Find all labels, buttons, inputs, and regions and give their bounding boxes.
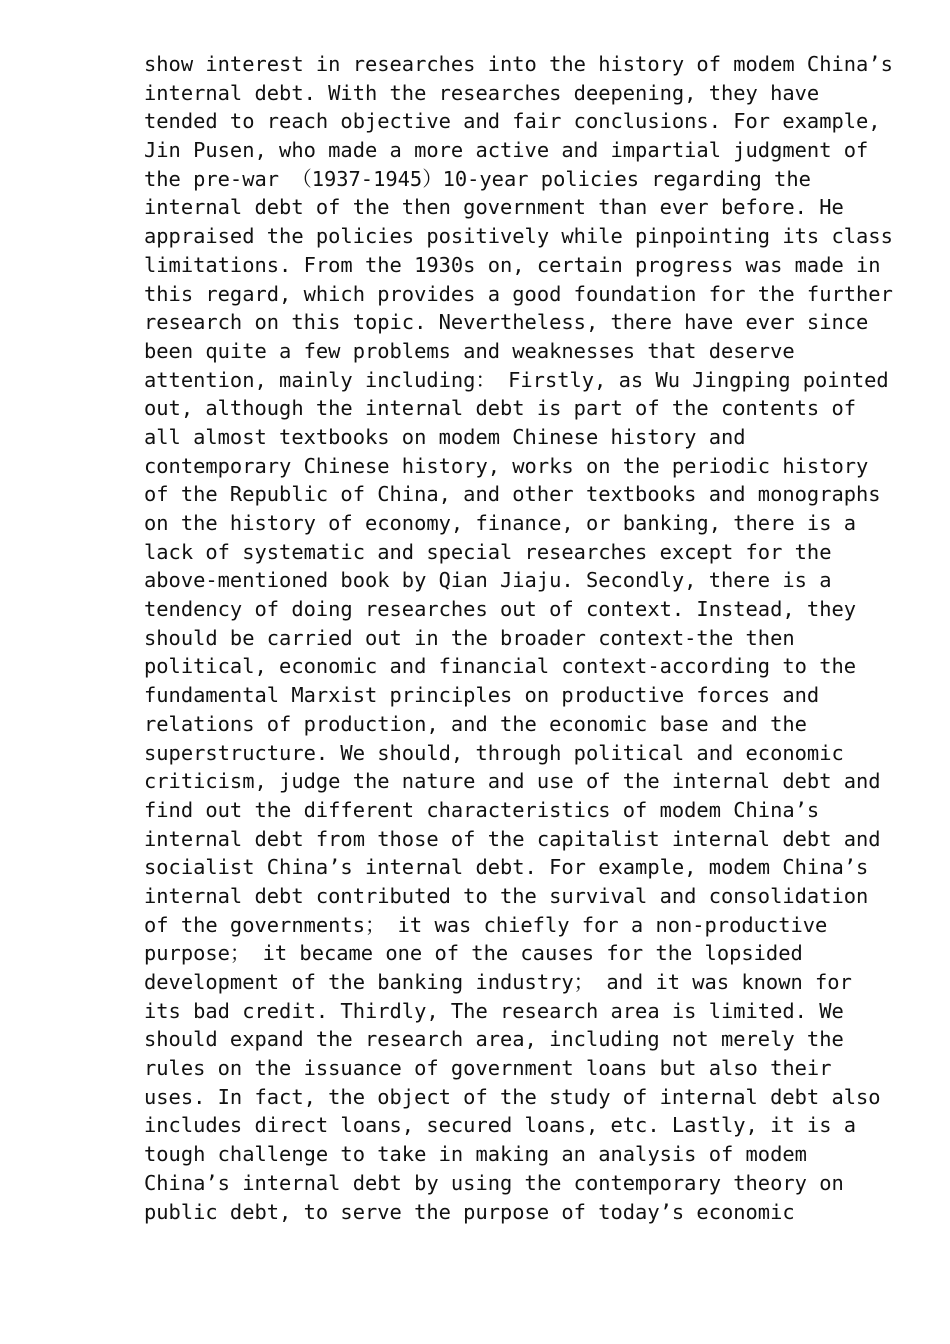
text-line: this regard, which provides a good foundation for the further: [144, 281, 893, 306]
body-paragraph: [144, 50, 904, 1226]
text-line: tended to reach objective and fair conclusions. For example,: [144, 109, 881, 134]
text-line: above-mentioned book by Qian Jiaju. Secondly, there is a: [144, 568, 832, 593]
text-line: criticism, judge the nature and use of the internal debt and: [144, 769, 881, 794]
text-line: should expand the research area, including not merely the: [144, 1027, 844, 1052]
text-line: been quite a few problems and weaknesses that deserve: [144, 338, 795, 363]
text-line: internal debt contributed to the survival and consolidation: [144, 883, 869, 908]
text-line: the pre-war （1937-1945）10-year policies regarding the: [144, 166, 811, 191]
text-line: of the governments； it was chiefly for a non-productive: [144, 912, 828, 937]
text-line: research on this topic. Nevertheless, there have ever since: [144, 310, 869, 335]
text-line: should be carried out in the broader context-the then: [144, 625, 795, 650]
text-line: lack of systematic and special researches except for the: [144, 539, 832, 564]
text-line: contemporary Chinese history, works on the periodic history: [144, 453, 869, 478]
text-line: purpose； it became one of the causes for the lopsided: [144, 941, 803, 966]
text-line: appraised the policies positively while pinpointing its class: [144, 224, 893, 249]
text-line: political, economic and financial context-according to the: [144, 654, 857, 679]
text-line: show interest in researches into the history of modem China’s: [144, 52, 893, 76]
text-line: on the history of economy, finance, or banking, there is a: [144, 511, 857, 535]
text-line: tough challenge to take in making an analysis of modem: [144, 1142, 807, 1167]
text-line: all almost textbooks on modem Chinese history and: [144, 424, 746, 449]
text-line: internal debt from those of the capitalist internal debt and: [144, 826, 881, 851]
text-line: attention, mainly including： Firstly, as Wu Jingping pointed: [144, 367, 889, 392]
text-line: find out the different characteristics of modem China’s: [144, 797, 820, 822]
text-line: public debt, to serve the purpose of today’s economic: [144, 1199, 795, 1224]
text-line: relations of production, and the economic base and the: [144, 711, 807, 736]
text-line: Jin Pusen, who made a more active and impartial judgment of: [144, 138, 869, 163]
text-line: out, although the internal debt is part of the contents of: [144, 396, 857, 421]
text-line: rules on the issuance of government loans but also their: [144, 1056, 832, 1081]
text-line: socialist China’s internal debt. For example, modem China’s: [144, 855, 869, 880]
text-line: internal debt of the then government than ever before. He: [144, 195, 844, 220]
text-line: development of the banking industry； and it was known for: [144, 970, 852, 994]
text-line: limitations. From the 1930s on, certain progress was made in: [144, 252, 881, 277]
text-line: uses. In fact, the object of the study of internal debt also: [144, 1084, 881, 1109]
text-line: its bad credit. Thirdly, The research area is limited. We: [144, 998, 844, 1023]
text-line: tendency of doing researches out of context. Instead, they: [144, 597, 857, 622]
text-line: includes direct loans, secured loans, etc. Lastly, it is a: [144, 1113, 857, 1138]
text-line: fundamental Marxist principles on productive forces and: [144, 683, 820, 708]
text-line: of the Republic of China, and other textbooks and monographs: [144, 482, 881, 507]
text-line: internal debt. With the researches deepening, they have: [144, 80, 820, 105]
text-line: superstructure. We should, through political and economic: [144, 740, 844, 765]
text-line: China’s internal debt by using the contemporary theory on: [144, 1170, 844, 1195]
